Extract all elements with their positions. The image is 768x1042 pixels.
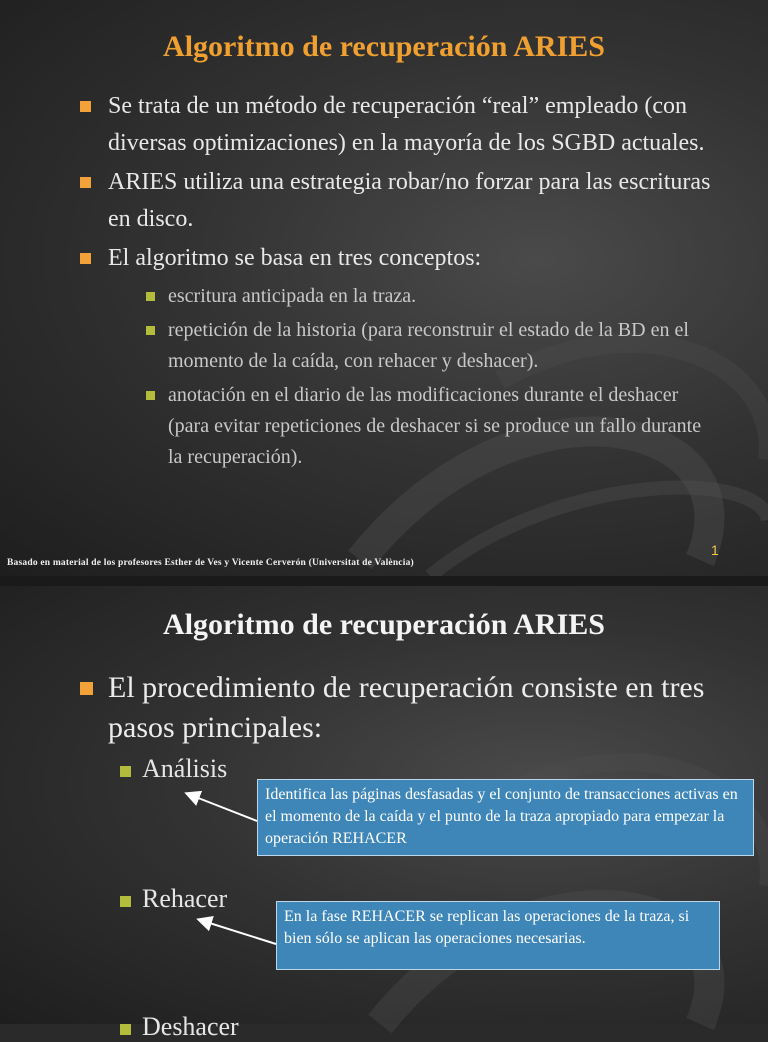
bullet-item	[80, 240, 720, 473]
bullet-square-icon	[80, 101, 91, 112]
step-label: Rehacer	[142, 884, 228, 913]
sub-bullet-text: anotación en el diario de las modificaciones durante el deshacer (para evitar repeticiones de deshacer si se produce un fallo durante la recuperación).	[168, 384, 702, 468]
sub-bullet-text: escritura anticipada en la traza.	[168, 285, 417, 307]
slide-title: Algoritmo de recuperación ARIES	[163, 30, 605, 63]
arrow-analisis	[188, 794, 257, 821]
bullet-text: Se trata de un método de recuperación “real” empleado (con diversas optimizaciones) en la mayoría de los SGBD actuales.	[108, 93, 705, 156]
slide-separator	[0, 576, 768, 586]
bullet-square-icon	[80, 177, 91, 188]
bullet-text: El algoritmo se basa en tres conceptos:	[108, 245, 482, 271]
callout-arrows	[0, 586, 768, 1024]
sub-bullet-square-icon	[146, 391, 155, 400]
sub-bullet-square-icon	[146, 326, 155, 335]
step-label: Deshacer	[142, 1012, 239, 1041]
bullet-item	[80, 164, 720, 238]
arrow-rehacer	[200, 920, 276, 944]
slide-2	[0, 586, 768, 1041]
bullet-text: ARIES utiliza una estrategia robar/no forzar para las escrituras en disco.	[108, 169, 711, 232]
callout-analisis: Identifica las páginas desfasadas y el conjunto de transacciones activas en el momento de la caída y el punto de la traza apropiado para empezar la operación REHACER	[257, 779, 754, 856]
sub-bullet-square-icon	[120, 1024, 131, 1035]
bullet-square-icon	[80, 253, 91, 264]
bullet-text: El procedimiento de recuperación consiste en tres pasos principales:	[108, 671, 705, 744]
step-label: Análisis	[142, 754, 228, 783]
sub-bullet-square-icon	[146, 292, 155, 301]
bullet-list	[80, 88, 720, 476]
callout-rehacer: En la fase REHACER se replican las operaciones de la traza, si bien sólo se aplican las operaciones necesarias.	[276, 901, 720, 970]
slide-footer: Basado en material de los profesores Esther de Ves y Vicente Cerverón (Universitat de València)	[7, 558, 414, 568]
sub-bullet-item	[146, 281, 716, 312]
sub-bullet-item	[146, 380, 716, 473]
sub-bullet-text: repetición de la historia (para reconstruir el estado de la BD en el momento de la caída, con rehacer y deshacer).	[168, 319, 689, 372]
bullet-item	[80, 88, 720, 162]
page-number: 1	[711, 542, 719, 558]
sub-bullet-list	[146, 281, 716, 473]
slide-title: Algoritmo de recuperación ARIES	[163, 608, 605, 641]
sub-bullet-item	[146, 315, 716, 377]
